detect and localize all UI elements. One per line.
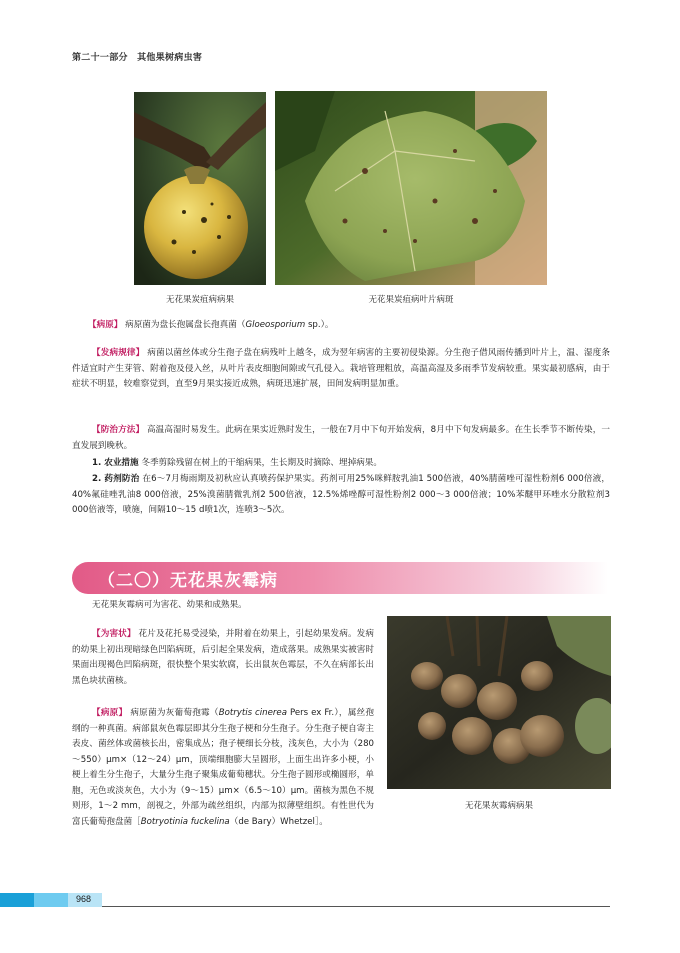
footer-bar xyxy=(34,893,68,907)
page-number: 968 xyxy=(76,894,92,904)
label-occurrence: 【发病规律】 xyxy=(92,348,145,358)
section-header: 第二十一部分 其他果树病虫害 xyxy=(72,53,203,63)
control-item-chemical: 2. 药剂防治 在6～7月梅雨期及初秋应认真喷药保护果实。药剂可用25%咪鲜胺乳油1 500倍液，40%腈菌唑可湿性粉剂6 000倍液，40%氟硅唑乳油8 000倍液，25%溴菌腈微乳剂2 500倍液，12.5%烯唑醇可湿性粉剂2 000～3 000倍液；10%苯醚甲环唑水分散粒剂3 000倍液等，喷施，间隔10～15 d喷1次，连喷3～5次。 xyxy=(72,474,610,515)
caption-fig-fruit: 无花果炭疽病病果 xyxy=(165,295,234,305)
anthracnose-pathogen: 【病原】 病原菌为盘长孢属盘长孢真菌（Gloeosporium sp.）。 xyxy=(88,320,334,330)
gray-mold-intro: 无花果灰霉病可为害花、幼果和成熟果。 xyxy=(92,600,247,610)
gray-mold-pathogen: 【病原】 病原菌为灰葡萄孢霉（Botrytis cinerea Pers ex Fr.），属丝孢纲的一种真菌。病部鼠灰色霉层即其分生孢子梗和分生孢子。分生孢子梗自寄主表皮、菌丝体或菌核长出，密集成丛；孢子梗细长分枝，浅灰色，大小为（280～550）μm×（12～24）μm，顶端细胞膨大呈圆形，上面生出许多小梗，小梗上着生分生孢子，大量分生孢子聚集成葡萄穗状。分生孢子圆形或椭圆形，单胞，无色或淡灰色，大小为（9～15）μm×（6.5～10）μm。菌核为黑色不规则形，1～2 mm，剖视之，外部为疏丝组织，内部为拟薄壁组织。有性世代为富氏葡萄孢盘菌［Botryotinia fuckelina（de Bary）Whetzel］。 xyxy=(72,708,374,827)
footer-bar xyxy=(0,893,34,907)
gray-mold-symptoms: 【为害状】 花片及花托易受浸染，并附着在幼果上，引起幼果发病。发病的幼果上初出现暗绿色凹陷病斑，后引起全果发病，造成落果。成熟果实被害时果面出现褐色凹陷病斑，很快整个果实软腐，长出鼠灰色霉层，不久在病部长出黑色块状菌核。 xyxy=(72,629,374,686)
label-pathogen: 【病原】 xyxy=(88,320,123,330)
caption-gray-mold: 无花果灰霉病病果 xyxy=(464,801,533,811)
photo-fig-fruit-anthracnose xyxy=(134,92,266,285)
control-item-agricultural: 1. 农业措施 冬季剪除残留在树上的干缩病果，生长期及时摘除、埋掉病果。 xyxy=(92,458,382,468)
caption-fig-leaf: 无花果炭疽病叶片病斑 xyxy=(368,295,454,305)
banner-title: （二〇）无花果灰霉病 xyxy=(98,571,278,591)
section-banner-gray-mold xyxy=(72,562,608,594)
label-control: 【防治方法】 xyxy=(92,425,145,435)
anthracnose-occurrence: 【发病规律】 病菌以菌丝体或分生孢子盘在病残叶上越冬，成为翌年病害的主要初侵染源。分生孢子借风雨传播到叶片上，温、湿度条件适宜时产生芽管、附着孢及侵入丝，从叶片表皮细胞间隙或气孔侵入。栽培管理粗放，高温高湿及多雨季节发病较重。果实最初感病，由于症状不明显，较难察觉到，直至9月果实接近成熟，病斑迅速扩展，田间发病明显加重。 xyxy=(72,348,610,389)
footer-rule xyxy=(102,906,610,907)
photo-fig-gray-mold xyxy=(387,616,611,789)
photo-fig-leaf-anthracnose xyxy=(275,91,547,285)
label-symptoms: 【为害状】 xyxy=(92,629,136,639)
label-pathogen-gray-mold: 【病原】 xyxy=(92,708,128,718)
anthracnose-control: 【防治方法】 高温高湿时易发生。此病在果实近熟时发生，一般在7月中下旬开始发病，8月中下旬发病最多。在生长季节不断传染，一直发展到晚秋。 xyxy=(72,425,610,451)
